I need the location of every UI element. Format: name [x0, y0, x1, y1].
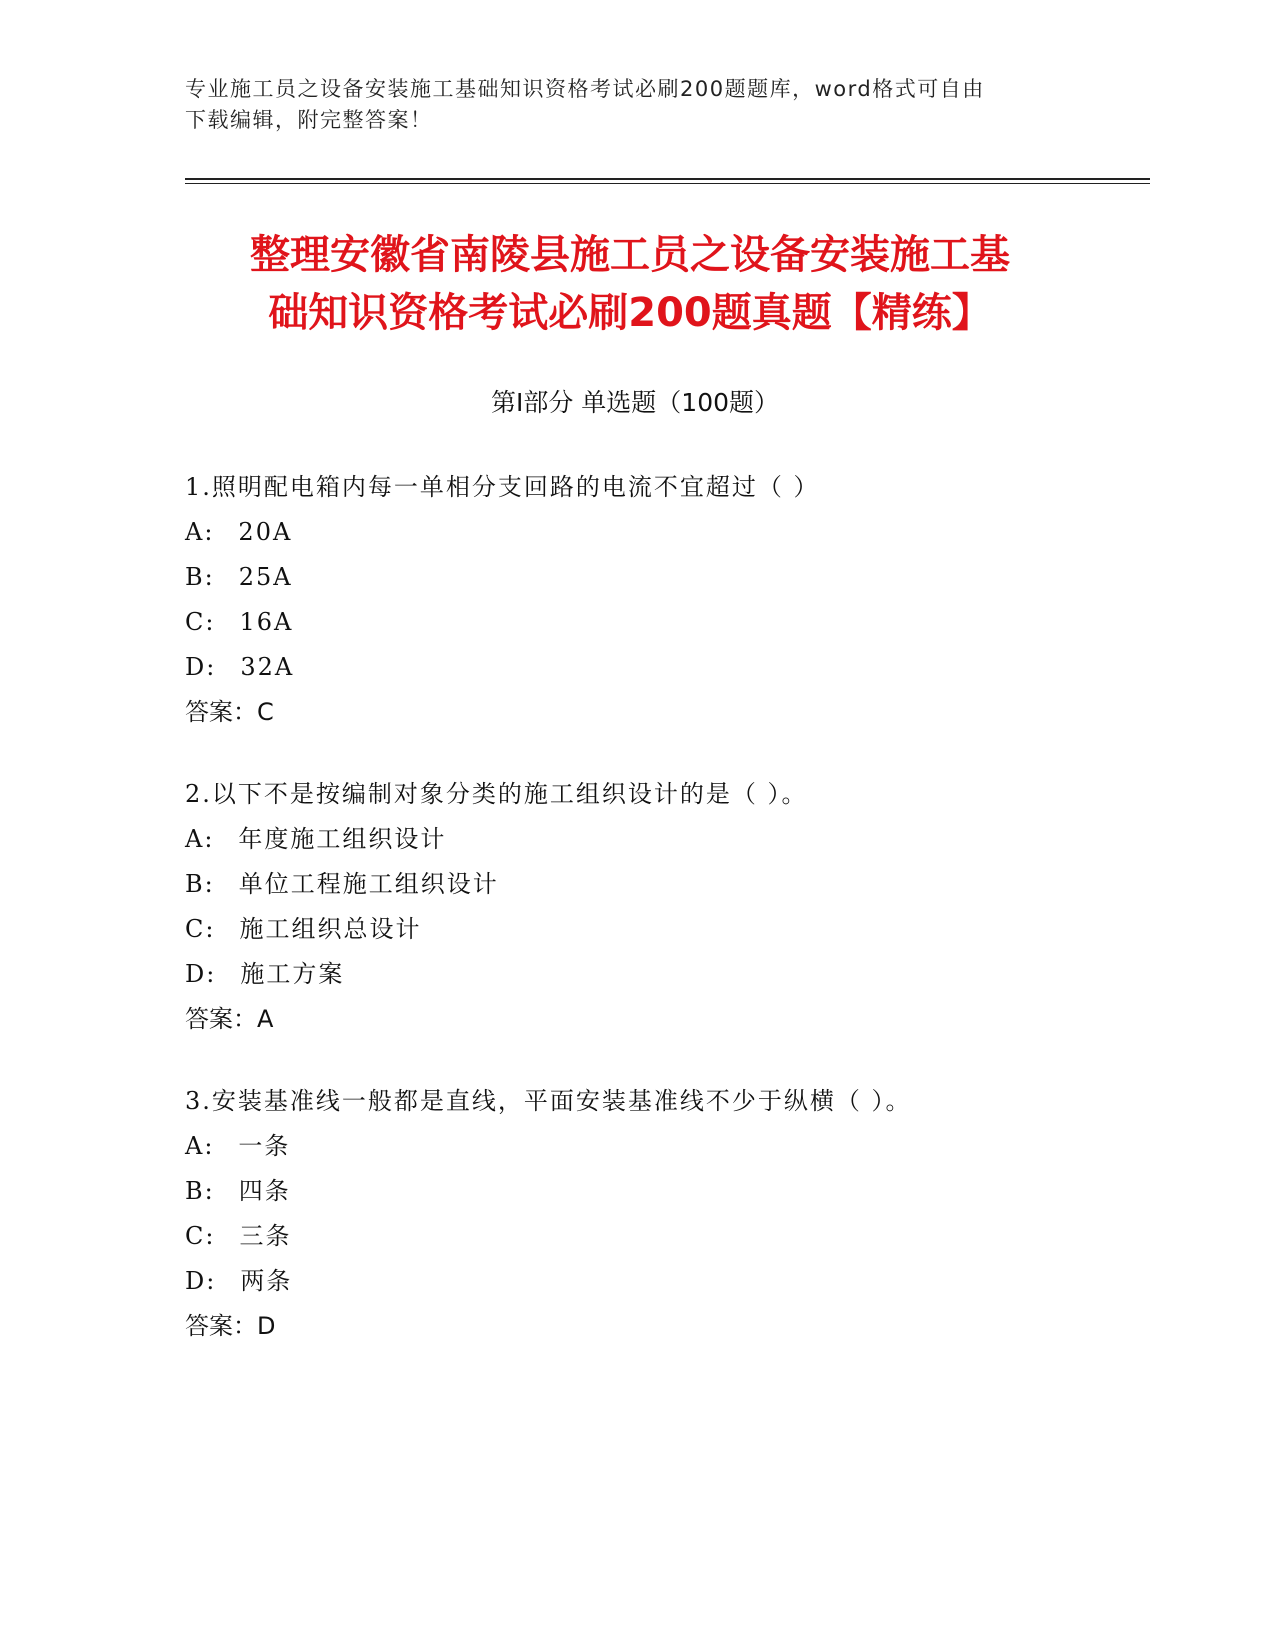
option-a: [185, 824, 1085, 854]
option-text: 两条: [240, 1267, 293, 1295]
option-text: 年度施工组织设计: [238, 825, 447, 853]
document-title-line2: 础知识资格考试必刷200题真题【精练】: [268, 290, 992, 336]
option-d: [185, 959, 1085, 989]
option-text: 20A: [238, 518, 293, 546]
option-text: 单位工程施工组织设计: [238, 870, 499, 898]
option-letter: D:: [185, 960, 217, 988]
option-d: [185, 1266, 1085, 1296]
answer: 答案：D: [185, 1312, 276, 1340]
option-text: 四条: [238, 1177, 291, 1205]
header-note-line1: 专业施工员之设备安装施工基础知识资格考试必刷200题题库，word格式可自由: [185, 77, 985, 101]
question-3: [185, 1086, 1085, 1341]
option-letter: B:: [185, 1177, 215, 1205]
option-b: [185, 869, 1085, 899]
option-text: 一条: [238, 1132, 291, 1160]
option-letter: A:: [185, 518, 215, 546]
answer: 答案：C: [185, 698, 274, 726]
option-text: 32A: [240, 653, 295, 681]
option-c: [185, 1221, 1085, 1251]
option-b: [185, 562, 1085, 592]
option-a: [185, 1131, 1085, 1161]
question-stem: 3.安装基准线一般都是直线，平面安装基准线不少于纵横（ ）。: [185, 1087, 912, 1115]
option-letter: C:: [185, 1222, 216, 1250]
header-note-line2: 下载编辑，附完整答案！: [185, 108, 433, 132]
question-stem: 2.以下不是按编制对象分类的施工组织设计的是（ ）。: [185, 780, 808, 808]
document-title-line1: 整理安徽省南陵县施工员之设备安装施工基: [250, 232, 1010, 278]
question-2: [185, 779, 1085, 1034]
document-title: [180, 226, 1080, 342]
question-list: [185, 472, 1085, 1393]
option-letter: B:: [185, 870, 215, 898]
option-letter: A:: [185, 825, 215, 853]
option-letter: A:: [185, 1132, 215, 1160]
option-c: [185, 914, 1085, 944]
option-letter: C:: [185, 915, 216, 943]
option-text: 三条: [239, 1222, 292, 1250]
option-text: 施工组织总设计: [239, 915, 422, 943]
question-stem: 1.照明配电箱内每一单相分支回路的电流不宜超过（ ）: [185, 473, 820, 501]
option-text: 施工方案: [240, 960, 345, 988]
option-letter: D:: [185, 653, 217, 681]
section-title: 第Ⅰ部分 单选题（100题）: [490, 388, 780, 417]
option-letter: C:: [185, 608, 216, 636]
option-b: [185, 1176, 1085, 1206]
header-divider-thin: [185, 183, 1150, 184]
header-divider-thick: [185, 178, 1150, 180]
option-c: [185, 607, 1085, 637]
option-text: 16A: [239, 608, 294, 636]
option-text: 25A: [238, 563, 293, 591]
option-letter: D:: [185, 1267, 217, 1295]
question-1: [185, 472, 1085, 727]
header-note: [185, 74, 1065, 136]
option-a: [185, 517, 1085, 547]
option-d: [185, 652, 1085, 682]
answer: 答案：A: [185, 1005, 274, 1033]
option-letter: B:: [185, 563, 215, 591]
